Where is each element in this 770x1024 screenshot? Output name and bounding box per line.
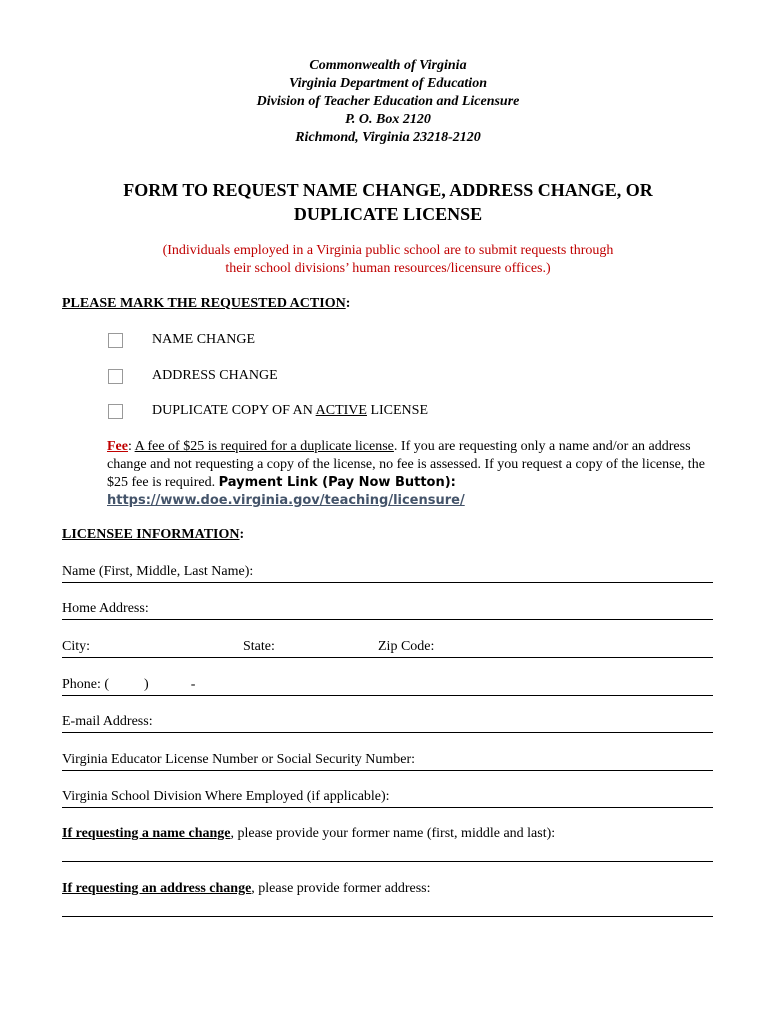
email-label: E-mail Address: — [62, 714, 153, 729]
city-state-zip-field[interactable] — [62, 638, 713, 658]
duplicate-pre: DUPLICATE COPY OF AN — [152, 403, 316, 418]
employment-note — [0, 242, 770, 278]
fee-paragraph — [107, 438, 717, 510]
name-change-option[interactable] — [108, 331, 255, 349]
city-label: City: — [62, 639, 91, 654]
former-address-rest: , please provide former address: — [251, 881, 431, 896]
former-name-rest: , please provide your former name (first, middle and last): — [230, 826, 556, 841]
duplicate-active: ACTIVE — [315, 403, 367, 418]
former-name-line[interactable] — [62, 860, 713, 862]
fee-text: . If you are requesting only a name and/or an address change and not requesting a copy of the license, no fee is assessed. If you request a copy of the license, the $25 fee is required. — [107, 439, 705, 490]
heading-colon: : — [239, 527, 245, 542]
title-line: FORM TO REQUEST NAME CHANGE, ADDRESS CHANGE, OR — [123, 180, 653, 200]
school-division-field[interactable] — [62, 788, 713, 808]
name-field[interactable] — [62, 563, 713, 583]
note-line: their school divisions’ human resources/licensure offices.) — [225, 261, 551, 276]
former-name-prompt — [62, 826, 555, 842]
phone-label: Phone: ( ) - — [62, 677, 196, 692]
note-line: (Individuals employed in a Virginia public school are to submit requests through — [162, 243, 614, 258]
former-name-bold: If requesting a name change — [62, 826, 231, 841]
payment-label: Payment Link (Pay Now Button): — [218, 475, 456, 490]
fee-label: Fee — [107, 439, 128, 454]
fee-underlined: A fee of $25 is required for a duplicate license — [134, 439, 394, 454]
address-change-label: ADDRESS CHANGE — [152, 368, 278, 383]
former-address-line[interactable] — [62, 915, 713, 917]
duplicate-post: LICENSE — [366, 403, 429, 418]
name-change-label: NAME CHANGE — [152, 332, 256, 347]
payment-link[interactable]: https://www.doe.virginia.gov/teaching/licensure/ — [107, 493, 465, 508]
address-change-checkbox[interactable] — [108, 369, 123, 384]
license-number-field[interactable] — [62, 751, 713, 771]
phone-field[interactable] — [62, 676, 713, 696]
zip-label: Zip Code: — [378, 639, 435, 654]
state-label: State: — [243, 639, 275, 654]
school-division-label: Virginia School Division Where Employed (if applicable): — [62, 789, 390, 804]
title-line: DUPLICATE LICENSE — [293, 204, 483, 224]
duplicate-license-option[interactable] — [108, 402, 428, 420]
form-title — [0, 178, 770, 226]
former-address-bold: If requesting an address change — [62, 881, 252, 896]
header-line: Virginia Department of Education — [289, 76, 487, 91]
address-change-option[interactable] — [108, 367, 278, 385]
home-address-field[interactable] — [62, 600, 713, 620]
heading-colon: : — [345, 296, 351, 311]
fee-colon: : — [127, 439, 135, 454]
header-line: P. O. Box 2120 — [345, 112, 431, 127]
header-line: Richmond, Virginia 23218-2120 — [295, 130, 481, 145]
duplicate-license-checkbox[interactable] — [108, 404, 123, 419]
license-number-label: Virginia Educator License Number or Social Security Number: — [62, 752, 416, 767]
licensee-heading — [62, 527, 244, 543]
duplicate-license-label — [152, 403, 428, 419]
letterhead — [0, 57, 770, 147]
requested-action-heading-text: PLEASE MARK THE REQUESTED ACTION — [62, 296, 346, 311]
header-line: Division of Teacher Education and Licensure — [256, 94, 520, 109]
requested-action-heading — [62, 296, 350, 312]
name-change-checkbox[interactable] — [108, 333, 123, 348]
former-address-prompt — [62, 881, 431, 897]
home-address-label: Home Address: — [62, 601, 149, 616]
licensee-heading-text: LICENSEE INFORMATION — [62, 527, 240, 542]
header-line: Commonwealth of Virginia — [309, 58, 467, 73]
email-field[interactable] — [62, 713, 713, 733]
name-label: Name (First, Middle, Last Name): — [62, 564, 254, 579]
